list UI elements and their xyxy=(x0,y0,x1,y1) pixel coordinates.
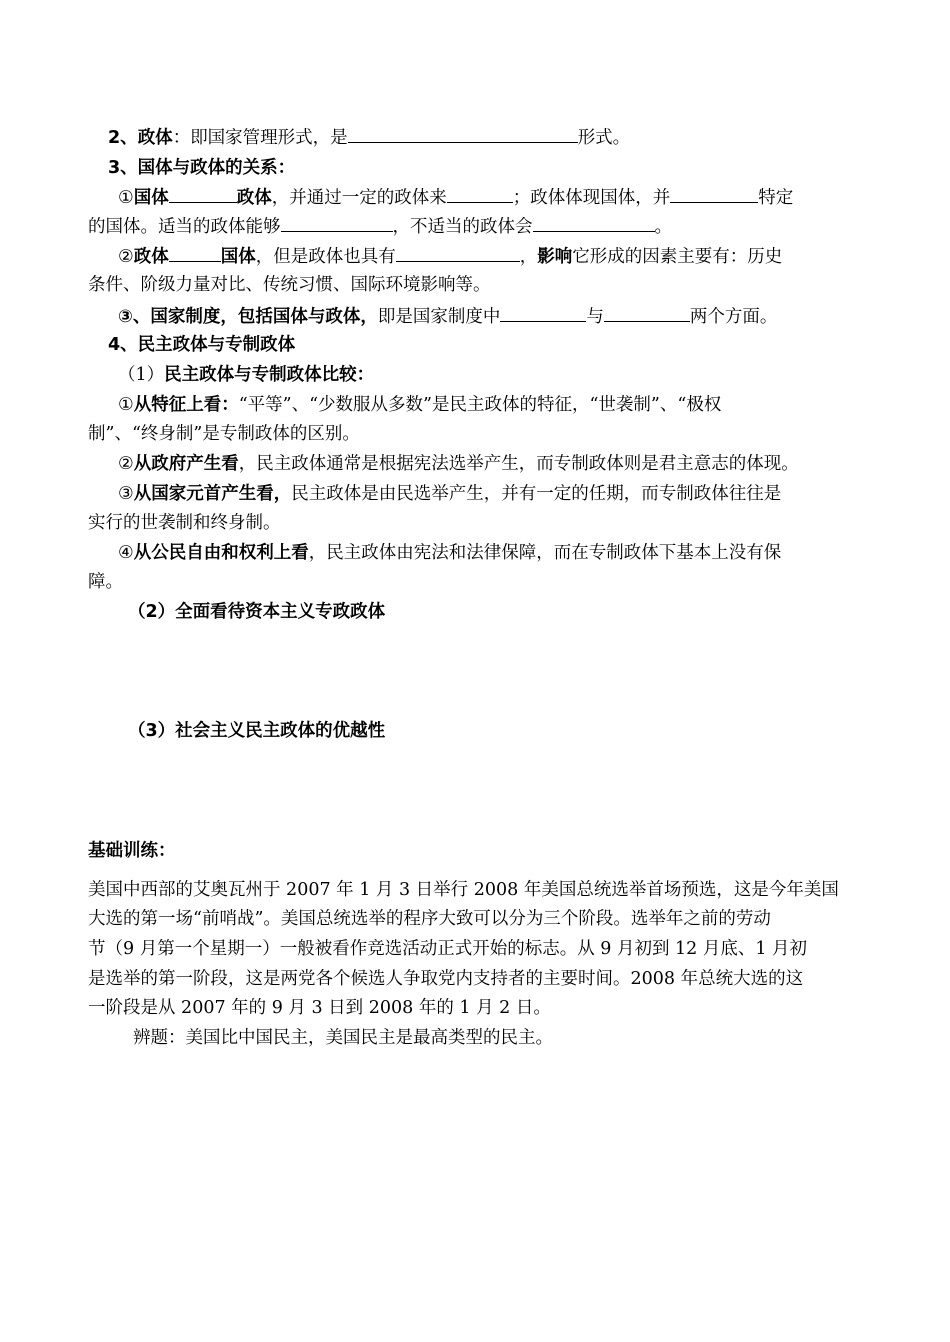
compare-3-num: ③ xyxy=(118,484,134,504)
fill-blank[interactable] xyxy=(396,243,520,262)
fill-blank[interactable] xyxy=(281,213,393,232)
training-heading: 基础训练： xyxy=(88,841,176,861)
training-line-5: 一阶段是从 2007 年的 9 月 3 日到 2008 年的 1 月 2 日。 xyxy=(88,998,551,1018)
point-2-line-1 xyxy=(118,243,782,270)
compare-3-head: 从国家元首产生看， xyxy=(133,484,292,504)
point-3-text-c: 与 xyxy=(586,307,604,327)
subsection-2-heading: （2）全面看待资本主义专政政体 xyxy=(128,602,386,622)
compare-3-text: 民主政体是由民选举产生，并有一定的任期，而专制政体往往是 xyxy=(291,484,782,504)
point-1-term-a: 国体 xyxy=(133,188,169,208)
section-2-text: 即国家管理形式，是 xyxy=(190,128,348,148)
section-2-text-end: 形式。 xyxy=(577,128,631,148)
compare-4-head: 从公民自由和权利上看 xyxy=(133,543,309,563)
subsection-1-line xyxy=(118,362,374,388)
compare-4-text: ，民主政体由宪法和法律保障，而在专制政体下基本上没有保 xyxy=(308,543,782,563)
section-2-head: 政体 xyxy=(137,128,173,148)
fill-blank[interactable] xyxy=(169,184,237,203)
training-line-2: 大选的第一场“前哨战”。美国总统选举的程序大致可以分为三个阶段。选举年之前的劳动 xyxy=(88,909,771,929)
training-line-1: 美国中西部的艾奥瓦州于 2007 年 1 月 3 日举行 2008 年美国总统选举首场预选，这是今年美国 xyxy=(88,880,839,900)
compare-2-line xyxy=(118,451,799,477)
point-1-num: ① xyxy=(118,188,134,208)
compare-3-line-1 xyxy=(118,481,781,507)
compare-1-text: “平等”、“少数服从多数”是民主政体的特征，“世袭制”、“极权 xyxy=(238,395,722,415)
compare-2-num: ② xyxy=(118,454,134,474)
point-2-text-f: 它形成的因素主要有：历史 xyxy=(572,247,783,267)
subsection-3-heading: （3）社会主义民主政体的优越性 xyxy=(128,721,386,741)
point-3-line xyxy=(118,303,777,330)
compare-2-text: ，民主政体通常是根据宪法选举产生，而专制政体则是君主意志的体现。 xyxy=(238,454,799,474)
point-2-term-a: 政体 xyxy=(133,247,169,267)
training-line-4: 是选举的第一阶段，这是两党各个候选人争取党内支持者的主要时间。2008 年总统大选的这 xyxy=(88,969,804,989)
subsection-1-heading: 民主政体与专制政体比较： xyxy=(164,365,375,385)
fill-blank[interactable] xyxy=(533,213,655,232)
compare-4-line-1 xyxy=(118,540,781,566)
compare-4-line-2: 障。 xyxy=(88,572,123,592)
fill-blank[interactable] xyxy=(348,124,578,143)
section-2-num: 2、 xyxy=(108,128,138,148)
point-1-line-2 xyxy=(88,213,672,240)
point-3-text-d: 两个方面。 xyxy=(689,307,778,327)
point-1-text-l2a: 的国体。适当的政体能够 xyxy=(88,217,281,237)
training-line-3: 节（9 月第一个星期一）一般被看作竞选活动正式开始的标志。从 9 月初到 12 月底、1 月初 xyxy=(88,939,808,959)
section-2-line xyxy=(108,124,630,151)
point-1-term-b: 政体 xyxy=(236,188,272,208)
point-2-text-c: ，但是政体也具有 xyxy=(255,247,396,267)
compare-1-head: 从特征上看： xyxy=(133,395,239,415)
point-2-text-d: ， xyxy=(519,247,538,267)
compare-1-num: ① xyxy=(118,395,134,415)
section-4-heading: 4、民主政体与专制政体 xyxy=(108,335,296,355)
point-2-term-e: 影响 xyxy=(537,247,573,267)
point-1-text-c: ，并通过一定的政体来 xyxy=(271,188,447,208)
fill-blank[interactable] xyxy=(169,243,221,262)
point-1-text-d: ；政体体现国体，并 xyxy=(512,188,671,208)
point-1-text-e: 特定 xyxy=(758,188,794,208)
point-1-text-l2b: ，不适当的政体会 xyxy=(392,217,533,237)
point-1-text-l2c: 。 xyxy=(654,217,672,237)
fill-blank[interactable] xyxy=(447,184,513,203)
discussion-question: 辨题：美国比中国民主，美国民主是最高类型的民主。 xyxy=(133,1028,553,1048)
compare-2-head: 从政府产生看 xyxy=(133,454,239,474)
compare-1-line-2: 制”、“终身制”是专制政体的区别。 xyxy=(88,424,360,444)
section-3-heading: 3、国体与政体的关系： xyxy=(108,158,296,178)
compare-3-line-2: 实行的世袭制和终身制。 xyxy=(88,513,281,533)
compare-1-line-1 xyxy=(118,392,721,418)
point-1-line-1 xyxy=(118,184,793,211)
point-2-line-2: 条件、阶级力量对比、传统习惯、国际环境影响等。 xyxy=(88,275,491,295)
section-2-colon: ： xyxy=(172,128,191,148)
point-3-head: ③、国家制度，包括国体与政体， xyxy=(118,307,378,327)
fill-blank[interactable] xyxy=(500,303,586,322)
compare-4-num: ④ xyxy=(118,543,134,563)
fill-blank[interactable] xyxy=(670,184,758,203)
subsection-1-num: （1） xyxy=(118,365,165,385)
point-2-num: ② xyxy=(118,247,134,267)
point-2-term-b: 国体 xyxy=(220,247,256,267)
fill-blank[interactable] xyxy=(604,303,690,322)
point-3-text-b: 即是国家制度中 xyxy=(377,307,501,327)
